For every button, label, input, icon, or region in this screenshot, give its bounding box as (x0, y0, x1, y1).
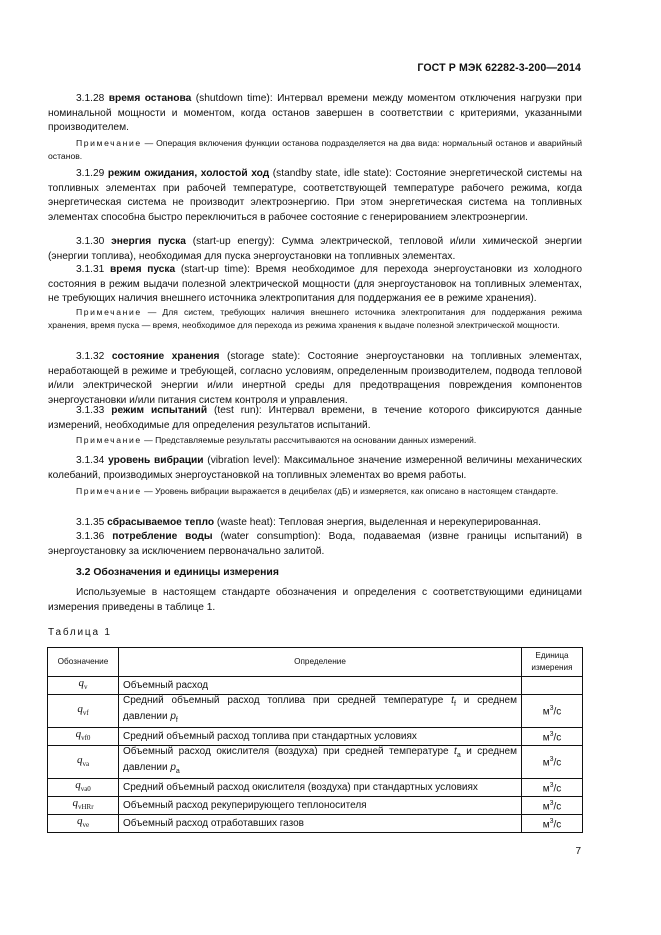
table-header-row (48, 648, 583, 677)
term-3-1-28: 3.1.28 время останова (shutdown time): Интервал времени между моментом отключения нагрузки при номинальной мощности и моментом, когда останов завершен в соответствии с критериями, указанными производителем. (48, 93, 582, 134)
term-3-1-29: 3.1.29 режим ожидания, холостой ход (standby state, idle state): Состояние энергетической системы на топливных элементах при рабочей температуре, соответствующей температуре рабочего режима, когда энергетическая система не производит электроэнергию. При этом энергетическая система на топливных элементах способна быстро переключиться в рабочее состояние с генерированием электроэнергии. (48, 168, 582, 223)
symbol-cell: $q_{vf0}$ (48, 728, 119, 746)
symbols-table (47, 647, 583, 833)
symbol-cell: $q_{vf}$ (48, 695, 119, 728)
header-symbol: Обозначение (48, 648, 119, 677)
note-test-run: Примечание — Представляемые результаты рассчитываются на основании данных измерений. (76, 435, 477, 445)
definition-cell: Средний объемный расход топлива при стандартных условиях (119, 728, 522, 746)
term-3-1-31: 3.1.31 время пуска (start-up time): Время необходимое для перехода энергоустановки из холодного состояния в режим выдачи полезной электрической мощности (для энергоустановок на топливных элементах, не требующих наличия внешнего источника электропитания для поддержания ее в режиме хранения). (48, 264, 583, 305)
definition-cell: Объемный расход окислителя (воздуха) при средней температуре $t_a$ и среднем давлении $p_a$ (119, 746, 522, 779)
unit-cell: $м^3/с$ (522, 728, 583, 746)
table-row (48, 815, 583, 833)
note-shutdown: Примечание — Операция включения функции останова подразделяется на два вида: нормальный останов и аварийный останов. (48, 138, 582, 161)
symbol-cell: $q_{va}$ (48, 746, 119, 779)
unit-cell (522, 677, 583, 695)
symbol-cell: $q_{va0}$ (48, 779, 119, 797)
header-definition: Определение (119, 648, 522, 677)
definition-cell: Средний объемный расход окислителя (воздуха) при стандартных условиях (119, 779, 522, 797)
definition-cell: Объемный расход рекуперирующего теплоносителя (119, 797, 522, 815)
symbol-cell: $q_v$ (48, 677, 119, 695)
header-unit: Единица измерения (522, 648, 583, 677)
table-row (48, 695, 583, 728)
definition-cell: Объемный расход отработавших газов (119, 815, 522, 833)
section-title: 3.2 Обозначения и единицы измерения (76, 567, 279, 578)
term-3-1-36: 3.1.36 потребление воды (water consumption): Вода, подаваемая (извне границы испытаний) в энергоустановку за исключением первоначально залитой. (48, 531, 583, 557)
definition-cell: Средний объемный расход топлива при средней температуре $t_f$ и среднем давлении $p_f$ (119, 695, 522, 728)
definition-cell: Объемный расход (119, 677, 522, 695)
unit-cell: $м^3/с$ (522, 797, 583, 815)
unit-cell: $м^3/с$ (522, 695, 583, 728)
table-row (48, 728, 583, 746)
table-caption: Таблица 1 (48, 627, 112, 638)
symbol-cell: $q_{ve}$ (48, 815, 119, 833)
note-vibration: Примечание — Уровень вибрации выражается в децибелах (дБ) и измеряется, как описано в настоящем стандарте. (76, 486, 559, 496)
unit-cell: $м^3/с$ (522, 746, 583, 779)
term-3-1-34: 3.1.34 уровень вибрации (vibration level): Максимальное значение измеренной величины механических колебаний, производимых энергоустановкой на топливных элементах во время работы. (48, 455, 583, 481)
note-startup: Примечание — Для систем, требующих наличия внешнего источника электропитания для поддержания режима хранения, время пуска — время, необходимое для перехода из режима хранения к выдаче полезной электрической мощности. (48, 307, 582, 330)
term-3-1-35: 3.1.35 сбрасываемое тепло (waste heat): Тепловая энергия, выделенная и нерекуперированная. (76, 517, 542, 528)
table-row (48, 746, 583, 779)
term-3-1-33: 3.1.33 режим испытаний (test run): Интервал времени, в течение которого фиксируются данные измерений, необходимые для определения результатов испытаний. (48, 405, 582, 431)
symbol-cell: $q_{vHRr}$ (48, 797, 119, 815)
term-3-1-32: 3.1.32 состояние хранения (storage state): Состояние энергоустановки на топливных элементах, неработающей в режиме и требующей, согласно условиям, определенным производителем, подвода тепловой и/или электрической энергии и/или инертной среды для предотвращения повреждения компонентов энергоустановки и/или питания систем контроля и управления. (48, 351, 582, 406)
table-row (48, 677, 583, 695)
table-row (48, 797, 583, 815)
table-row (48, 779, 583, 797)
page-number: 7 (575, 846, 581, 857)
section-intro: Используемые в настоящем стандарте обозначения и определения с соответствующими единицами измерения приведены в таблице 1. (48, 587, 582, 613)
document-header: ГОСТ Р МЭК 62282-3-200—2014 (417, 62, 581, 74)
term-3-1-30: 3.1.30 энергия пуска (start-up energy): Сумма электрической, тепловой и/или химической энергии (энергии топлива), необходимая для пуска энергоустановки на топливных элементах. (48, 236, 582, 262)
unit-cell: $м^3/с$ (522, 815, 583, 833)
unit-cell: $м^3/с$ (522, 779, 583, 797)
